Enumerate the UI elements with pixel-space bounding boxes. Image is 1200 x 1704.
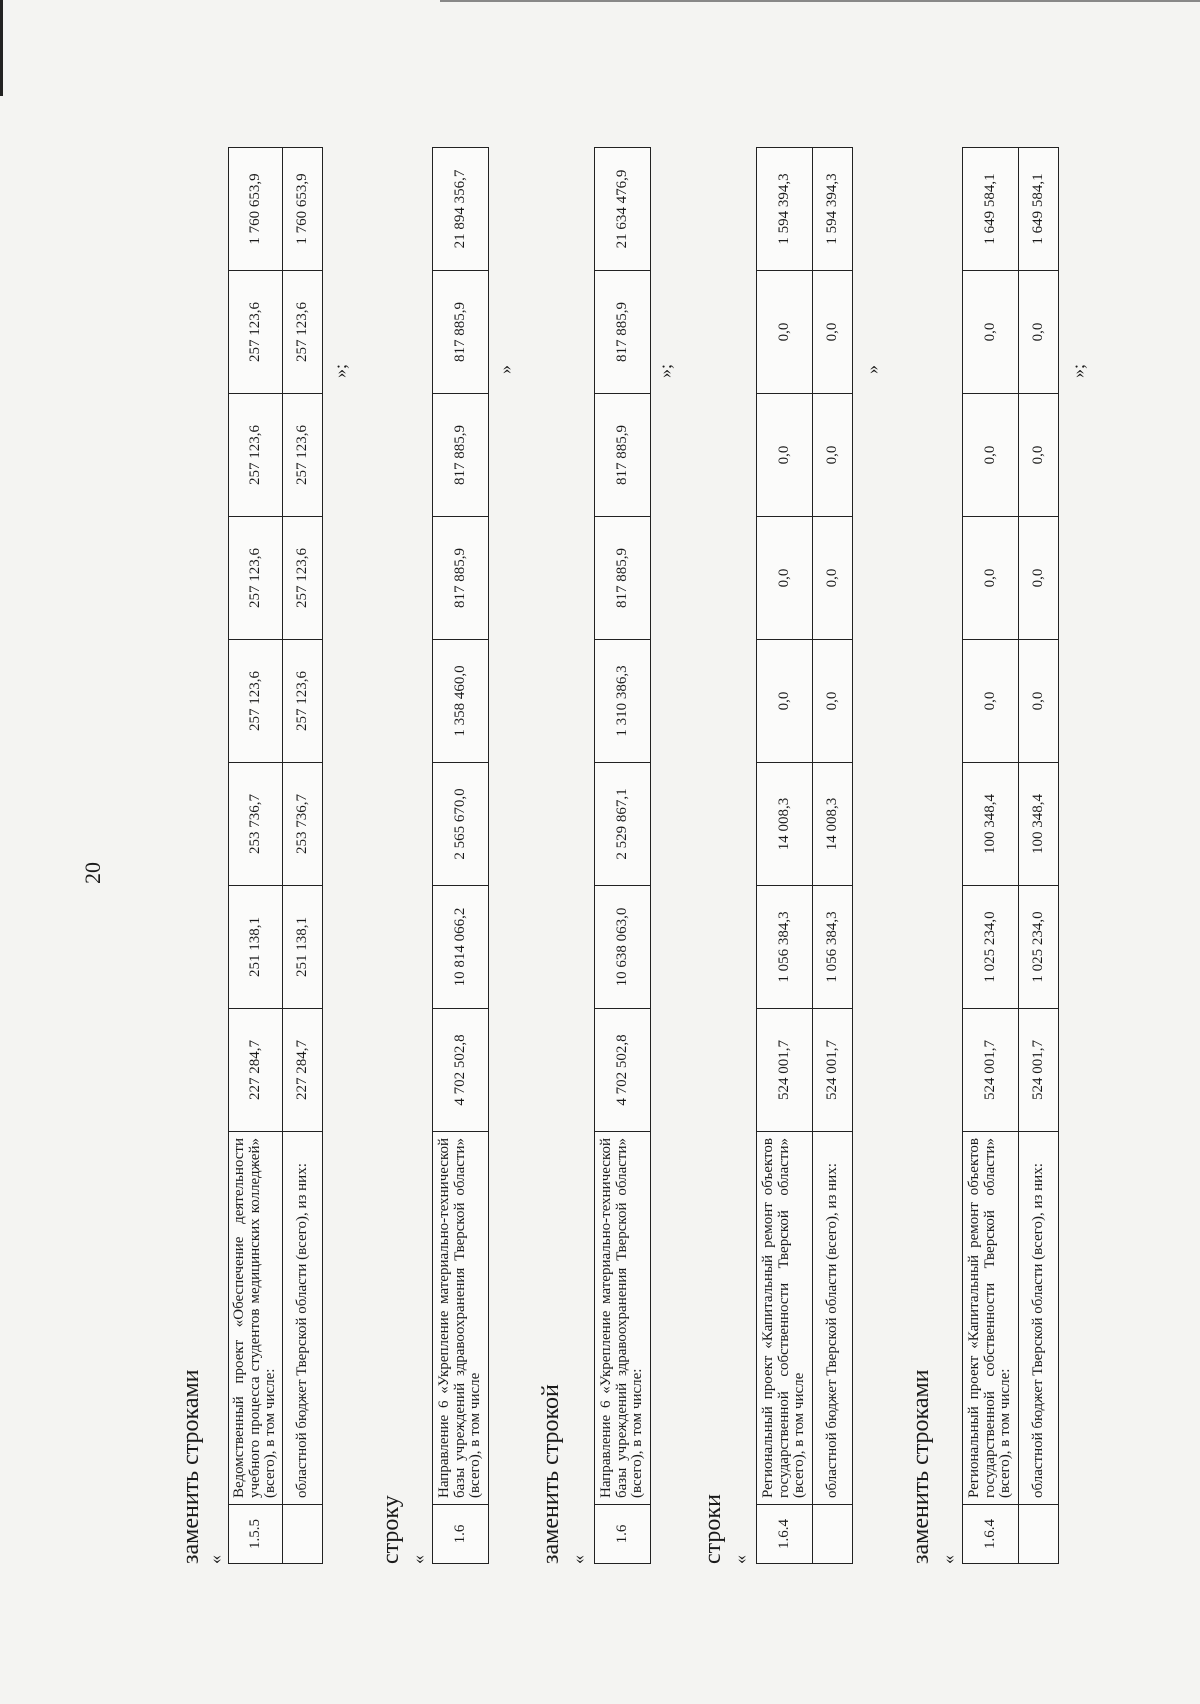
close-quote: » — [862, 365, 882, 374]
instruction-replace-rows-1: заменить строками — [178, 1369, 204, 1564]
value-cell: 0,0 — [813, 271, 853, 394]
close-quote: »; — [330, 363, 350, 378]
value-cell: 257 123,6 — [229, 640, 283, 763]
row-name: Ведомственный проект «Обеспечение деятельности учебного процесса студентов медицинских колледжей» (всего), в том числе: — [229, 1132, 283, 1505]
open-quote: « — [568, 1555, 588, 1564]
value-cell: 2 529 867,1 — [595, 763, 651, 886]
value-cell: 257 123,6 — [283, 394, 323, 517]
table-block-2 — [432, 147, 489, 1564]
open-quote: « — [730, 1555, 750, 1564]
row-name: Направление 6 «Укрепление материально-технической базы учреждений здравоохранения Тверской области» (всего), в том числе: — [595, 1132, 651, 1505]
value-cell: 0,0 — [757, 394, 813, 517]
value-cell: 0,0 — [1019, 271, 1059, 394]
row-code: 1.5.5 — [229, 1505, 283, 1564]
value-cell: 14 008,3 — [757, 763, 813, 886]
value-cell: 1 594 394,3 — [757, 148, 813, 271]
value-cell: 0,0 — [813, 640, 853, 763]
row-code: 1.6.4 — [757, 1505, 813, 1564]
row-code: 1.6 — [433, 1505, 489, 1564]
value-cell: 253 736,7 — [229, 763, 283, 886]
value-cell: 0,0 — [963, 271, 1019, 394]
value-cell: 524 001,7 — [963, 1009, 1019, 1132]
value-cell: 257 123,6 — [229, 517, 283, 640]
value-cell: 524 001,7 — [757, 1009, 813, 1132]
value-cell: 817 885,9 — [595, 517, 651, 640]
value-cell: 253 736,7 — [283, 763, 323, 886]
table-row — [757, 148, 813, 1564]
instruction-rows: строки — [700, 1494, 726, 1564]
value-cell: 0,0 — [813, 394, 853, 517]
close-quote: »; — [655, 363, 675, 378]
value-cell: 1 594 394,3 — [813, 148, 853, 271]
row-code: 1.6 — [595, 1505, 651, 1564]
value-cell: 100 348,4 — [1019, 763, 1059, 886]
value-cell: 21 634 476,9 — [595, 148, 651, 271]
value-cell: 14 008,3 — [813, 763, 853, 886]
value-cell: 0,0 — [757, 640, 813, 763]
value-cell: 0,0 — [963, 517, 1019, 640]
value-cell: 0,0 — [963, 394, 1019, 517]
value-cell: 1 649 584,1 — [1019, 148, 1059, 271]
row-name: областной бюджет Тверской области (всего), из них: — [283, 1132, 323, 1505]
value-cell: 21 894 356,7 — [433, 148, 489, 271]
instruction-row: строку — [378, 1495, 404, 1564]
value-cell: 257 123,6 — [283, 517, 323, 640]
value-cell: 0,0 — [1019, 394, 1059, 517]
table-row — [963, 148, 1019, 1564]
instruction-replace-rows-2: заменить строками — [908, 1369, 934, 1564]
value-cell: 817 885,9 — [433, 517, 489, 640]
value-cell: 1 056 384,3 — [757, 886, 813, 1009]
value-cell: 0,0 — [1019, 517, 1059, 640]
value-cell: 1 760 653,9 — [283, 148, 323, 271]
table-row — [229, 148, 283, 1564]
value-cell: 227 284,7 — [283, 1009, 323, 1132]
value-cell: 1 310 386,3 — [595, 640, 651, 763]
value-cell: 0,0 — [757, 517, 813, 640]
table-block-3 — [594, 147, 651, 1564]
close-quote: » — [495, 365, 515, 374]
value-cell: 10 814 066,2 — [433, 886, 489, 1009]
value-cell: 10 638 063,0 — [595, 886, 651, 1009]
table-block-1 — [228, 147, 323, 1564]
close-quote: »; — [1068, 363, 1088, 378]
value-cell: 251 138,1 — [229, 886, 283, 1009]
value-cell: 257 123,6 — [283, 271, 323, 394]
row-name: Региональный проект «Капитальный ремонт объектов государственной собственности Тверской области» (всего), в том числе: — [963, 1132, 1019, 1505]
value-cell: 4 702 502,8 — [595, 1009, 651, 1132]
value-cell: 1 358 460,0 — [433, 640, 489, 763]
value-cell: 817 885,9 — [595, 271, 651, 394]
value-cell: 257 123,6 — [229, 394, 283, 517]
value-cell: 0,0 — [963, 640, 1019, 763]
table-block-4 — [756, 147, 853, 1564]
value-cell: 1 760 653,9 — [229, 148, 283, 271]
instruction-replace-row: заменить строкой — [538, 1384, 564, 1564]
value-cell: 1 056 384,3 — [813, 886, 853, 1009]
row-code — [813, 1505, 853, 1564]
table-row — [433, 148, 489, 1564]
value-cell: 100 348,4 — [963, 763, 1019, 886]
row-code — [283, 1505, 323, 1564]
value-cell: 4 702 502,8 — [433, 1009, 489, 1132]
value-cell: 817 885,9 — [433, 394, 489, 517]
value-cell: 0,0 — [1019, 640, 1059, 763]
value-cell: 0,0 — [813, 517, 853, 640]
value-cell: 524 001,7 — [1019, 1009, 1059, 1132]
value-cell: 817 885,9 — [433, 271, 489, 394]
value-cell: 2 565 670,0 — [433, 763, 489, 886]
row-code — [1019, 1505, 1059, 1564]
table-row — [813, 148, 853, 1564]
value-cell: 257 123,6 — [229, 271, 283, 394]
value-cell: 817 885,9 — [595, 394, 651, 517]
value-cell: 251 138,1 — [283, 886, 323, 1009]
row-name: Региональный проект «Капитальный ремонт объектов государственной собственности Тверской области» (всего), в том числе — [757, 1132, 813, 1505]
value-cell: 1 649 584,1 — [963, 148, 1019, 271]
table-row — [1019, 148, 1059, 1564]
value-cell: 227 284,7 — [229, 1009, 283, 1132]
page-number: 20 — [80, 862, 105, 884]
value-cell: 0,0 — [757, 271, 813, 394]
row-name: областной бюджет Тверской области (всего), из них: — [1019, 1132, 1059, 1505]
open-quote: « — [938, 1555, 958, 1564]
open-quote: « — [408, 1555, 428, 1564]
table-block-5 — [962, 147, 1059, 1564]
value-cell: 524 001,7 — [813, 1009, 853, 1132]
row-code: 1.6.4 — [963, 1505, 1019, 1564]
value-cell: 1 025 234,0 — [963, 886, 1019, 1009]
table-row — [595, 148, 651, 1564]
row-name: областной бюджет Тверской области (всего), из них: — [813, 1132, 853, 1505]
value-cell: 1 025 234,0 — [1019, 886, 1059, 1009]
row-name: Направление 6 «Укрепление материально-технической базы учреждений здравоохранения Тверской области» (всего), в том числе — [433, 1132, 489, 1505]
value-cell: 257 123,6 — [283, 640, 323, 763]
open-quote: « — [205, 1555, 225, 1564]
table-row — [283, 148, 323, 1564]
